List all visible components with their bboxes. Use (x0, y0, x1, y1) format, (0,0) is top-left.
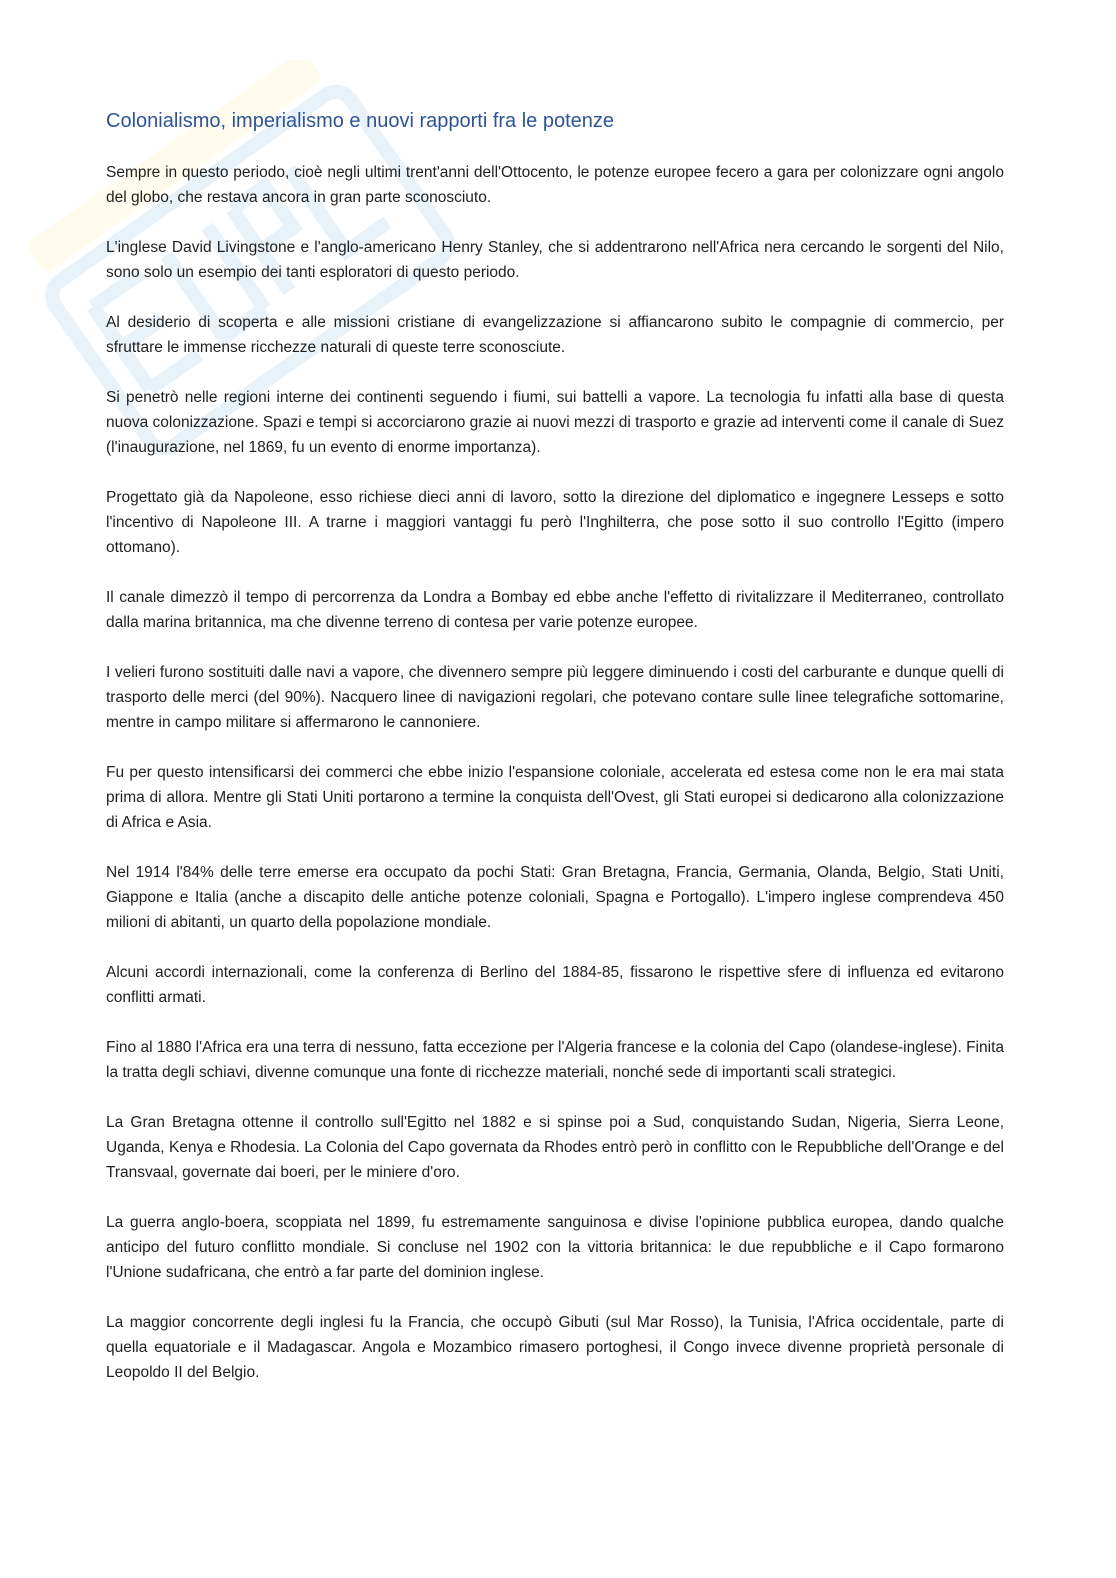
paragraph: Sempre in questo periodo, cioè negli ultimi trent'anni dell'Ottocento, le potenze europee fecero a gara per colonizzare ogni angolo del globo, che restava ancora in gran parte sconosciuto. (106, 164, 1004, 206)
paragraph: Fino al 1880 l'Africa era una terra di nessuno, fatta eccezione per l'Algeria francese e la colonia del Capo (olandese-inglese). Finita la tratta degli schiavi, divenne comunque una fonte di ricchezze materiali, nonché sede di importanti scali strategici. (106, 1039, 1004, 1081)
paragraph: Nel 1914 l'84% delle terre emerse era occupato da pochi Stati: Gran Bretagna, Francia, Germania, Olanda, Belgio, Stati Uniti, Giappone e Italia (anche a discapito delle antiche potenze coloniali, Spagna e Portogallo). L'impero inglese comprendeva 450 milioni di abitanti, un quarto della popolazione mondiale. (106, 864, 1004, 931)
paragraph: Fu per questo intensificarsi dei commerci che ebbe inizio l'espansione coloniale, accelerata ed estesa come non le era mai stata prima di allora. Mentre gli Stati Uniti portarono a termine la conquista dell'Ovest, gli Stati europei si dedicarono alla colonizzazione di Africa e Asia. (106, 764, 1004, 831)
document-content (106, 106, 1004, 1410)
paragraph: Progettato già da Napoleone, esso richiese dieci anni di lavoro, sotto la direzione del diplomatico e ingegnere Lesseps e sotto l'incentivo di Napoleone III. A trarne i maggiori vantaggi fu però l'Inghilterra, che pose sotto il suo controllo l'Egitto (impero ottomano). (106, 489, 1004, 556)
paragraph: L'inglese David Livingstone e l'anglo-americano Henry Stanley, che si addentrarono nell'Africa nera cercando le sorgenti del Nilo, sono solo un esempio dei tanti esploratori di questo periodo. (106, 239, 1004, 281)
paragraph: Il canale dimezzò il tempo di percorrenza da Londra a Bombay ed ebbe anche l'effetto di rivitalizzare il Mediterraneo, controllato dalla marina britannica, ma che divenne terreno di contesa per varie potenze europee. (106, 589, 1004, 631)
paragraph: I velieri furono sostituiti dalle navi a vapore, che divennero sempre più leggere diminuendo i costi del carburante e dunque quelli di trasporto delle merci (del 90%). Nacquero linee di navigazioni regolari, che potevano contare sulle linee telegrafiche sottomarine, mentre in campo militare si affermarono le cannoniere. (106, 664, 1004, 731)
page-title: Colonialismo, imperialismo e nuovi rapporti fra le potenze (106, 110, 615, 132)
paragraph: Al desiderio di scoperta e alle missioni cristiane di evangelizzazione si affiancarono subito le compagnie di commercio, per sfruttare le immense ricchezze naturali di queste terre sconosciute. (106, 314, 1004, 356)
paragraph: La maggior concorrente degli inglesi fu la Francia, che occupò Gibuti (sul Mar Rosso), la Tunisia, l'Africa occidentale, parte di quella equatoriale e il Madagascar. Angola e Mozambico rimasero portoghesi, il Congo invece divenne proprietà personale di Leopoldo II del Belgio. (106, 1314, 1004, 1381)
paragraph: Alcuni accordi internazionali, come la conferenza di Berlino del 1884-85, fissarono le rispettive sfere di influenza ed evitarono conflitti armati. (106, 964, 1004, 1006)
paragraph: Si penetrò nelle regioni interne dei continenti seguendo i fiumi, sui battelli a vapore. La tecnologia fu infatti alla base di questa nuova colonizzazione. Spazi e tempi si accorciarono grazie ai nuovi mezzi di trasporto e grazie ad interventi come il canale di Suez (l'inaugurazione, nel 1869, fu un evento di enorme importanza). (106, 389, 1004, 456)
paragraph: La guerra anglo-boera, scoppiata nel 1899, fu estremamente sanguinosa e divise l'opinione pubblica europea, dando qualche anticipo del futuro conflitto mondiale. Si concluse nel 1902 con la vittoria britannica: le due repubbliche e il Capo formarono l'Unione sudafricana, che entrò a far parte del dominion inglese. (106, 1214, 1004, 1281)
paragraph: La Gran Bretagna ottenne il controllo sull'Egitto nel 1882 e si spinse poi a Sud, conquistando Sudan, Nigeria, Sierra Leone, Uganda, Kenya e Rhodesia. La Colonia del Capo governata da Rhodes entrò però in conflitto con le Repubbliche dell'Orange e del Transvaal, governate dai boeri, per le miniere d'oro. (106, 1114, 1004, 1181)
